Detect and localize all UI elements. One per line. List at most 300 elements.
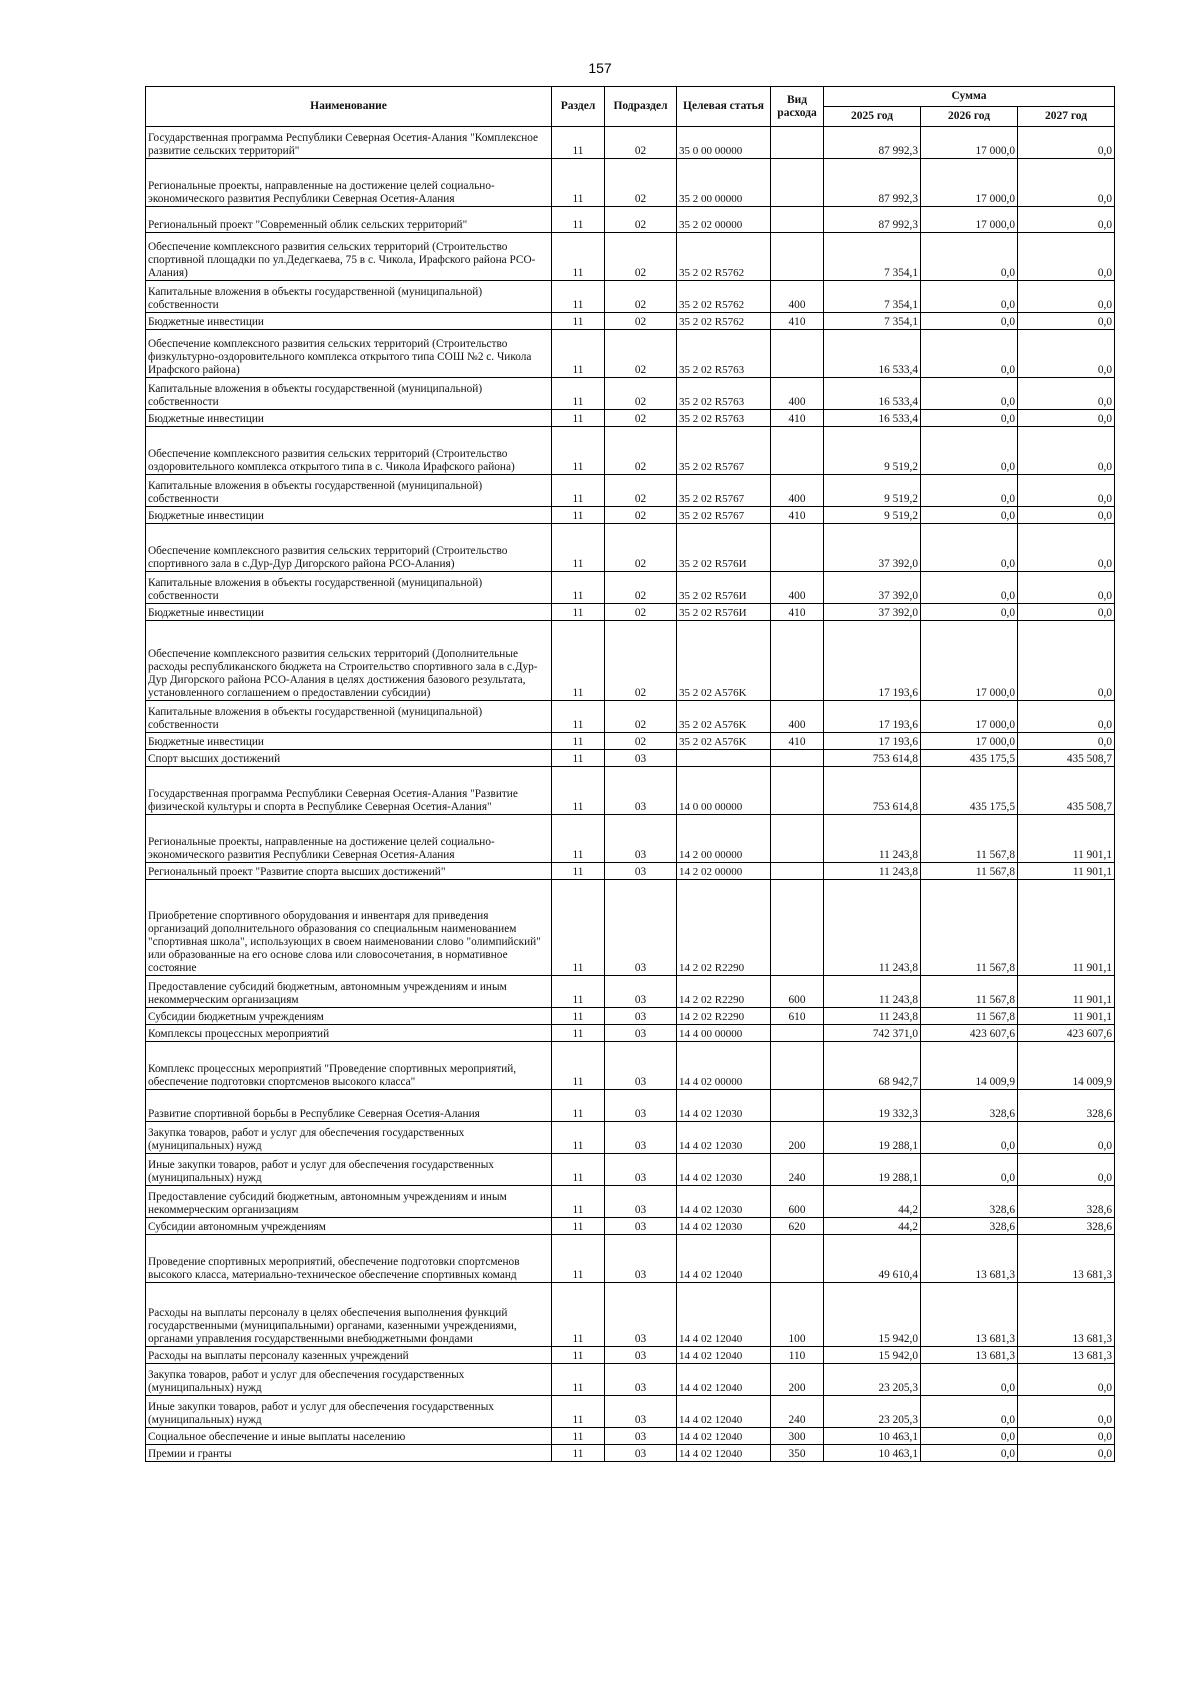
row-2026: 17 000,0 xyxy=(921,701,1018,733)
row-subsection: 02 xyxy=(605,507,677,524)
row-kind: 600 xyxy=(771,976,824,1008)
row-name: Бюджетные инвестиции xyxy=(146,410,552,427)
row-2027: 0,0 xyxy=(1018,621,1115,701)
row-target: 35 2 02 R5762 xyxy=(677,313,771,330)
row-subsection: 02 xyxy=(605,410,677,427)
row-section: 11 xyxy=(552,1154,605,1186)
header-2025: 2025 год xyxy=(824,107,921,127)
budget-table xyxy=(145,86,1115,1462)
row-name: Расходы на выплаты персоналу казенных учреждений xyxy=(146,1347,552,1364)
table-row xyxy=(146,1186,1115,1218)
header-2026: 2026 год xyxy=(921,107,1018,127)
table-row xyxy=(146,1445,1115,1462)
row-2027: 0,0 xyxy=(1018,1445,1115,1462)
row-name: Бюджетные инвестиции xyxy=(146,604,552,621)
table-row xyxy=(146,701,1115,733)
row-name: Комплекс процессных мероприятий "Проведение спортивных мероприятий, обеспечение подготовки спортсменов высокого класса" xyxy=(146,1042,552,1090)
row-name: Премии и гранты xyxy=(146,1445,552,1462)
row-subsection: 02 xyxy=(605,733,677,750)
row-target: 35 2 02 R576И xyxy=(677,604,771,621)
table-row xyxy=(146,1235,1115,1283)
row-kind: 110 xyxy=(771,1347,824,1364)
row-2025: 17 193,6 xyxy=(824,733,921,750)
row-name: Закупка товаров, работ и услуг для обеспечения государственных (муниципальных) нужд xyxy=(146,1122,552,1154)
row-subsection: 03 xyxy=(605,1428,677,1445)
row-2025: 87 992,3 xyxy=(824,127,921,159)
row-kind: 600 xyxy=(771,1186,824,1218)
row-2027: 328,6 xyxy=(1018,1090,1115,1122)
row-kind xyxy=(771,233,824,281)
row-section: 11 xyxy=(552,733,605,750)
row-2026: 13 681,3 xyxy=(921,1347,1018,1364)
row-target: 35 2 02 A576K xyxy=(677,621,771,701)
row-2025: 753 614,8 xyxy=(824,750,921,767)
row-2025: 44,2 xyxy=(824,1218,921,1235)
row-2026: 0,0 xyxy=(921,1364,1018,1396)
row-subsection: 02 xyxy=(605,127,677,159)
row-2026: 0,0 xyxy=(921,330,1018,378)
row-2025: 10 463,1 xyxy=(824,1428,921,1445)
row-section: 11 xyxy=(552,621,605,701)
row-2026: 0,0 xyxy=(921,1122,1018,1154)
table-row xyxy=(146,1008,1115,1025)
row-target: 35 2 02 R5763 xyxy=(677,378,771,410)
header-target: Целевая статья xyxy=(677,87,771,127)
row-section: 11 xyxy=(552,1428,605,1445)
row-target: 14 4 02 12040 xyxy=(677,1347,771,1364)
row-name: Обеспечение комплексного развития сельских территорий (Строительство физкультурно-оздоровительного комплекса открытого типа СОШ №2 с. Чикола Ирафского района) xyxy=(146,330,552,378)
row-kind: 400 xyxy=(771,572,824,604)
row-target: 35 2 02 R5762 xyxy=(677,233,771,281)
row-2025: 11 243,8 xyxy=(824,815,921,863)
table-row xyxy=(146,281,1115,313)
row-section: 11 xyxy=(552,524,605,572)
row-section: 11 xyxy=(552,1008,605,1025)
row-subsection: 03 xyxy=(605,767,677,815)
row-2026: 17 000,0 xyxy=(921,207,1018,233)
row-section: 11 xyxy=(552,750,605,767)
row-name: Развитие спортивной борьбы в Республике Северная Осетия-Алания xyxy=(146,1090,552,1122)
row-2025: 11 243,8 xyxy=(824,863,921,880)
row-name: Государственная программа Республики Северная Осетия-Алания "Комплексное развитие сельских территорий" xyxy=(146,127,552,159)
row-name: Бюджетные инвестиции xyxy=(146,733,552,750)
row-2025: 15 942,0 xyxy=(824,1283,921,1347)
row-kind xyxy=(771,863,824,880)
row-2025: 49 610,4 xyxy=(824,1235,921,1283)
table-row xyxy=(146,1218,1115,1235)
row-2025: 11 243,8 xyxy=(824,976,921,1008)
row-target: 14 2 00 00000 xyxy=(677,815,771,863)
row-name: Закупка товаров, работ и услуг для обеспечения государственных (муниципальных) нужд xyxy=(146,1364,552,1396)
row-2027: 0,0 xyxy=(1018,524,1115,572)
row-2027: 0,0 xyxy=(1018,733,1115,750)
row-2025: 7 354,1 xyxy=(824,313,921,330)
row-name: Комплексы процессных мероприятий xyxy=(146,1025,552,1042)
row-kind xyxy=(771,159,824,207)
row-section: 11 xyxy=(552,815,605,863)
row-2026: 0,0 xyxy=(921,475,1018,507)
row-section: 11 xyxy=(552,1445,605,1462)
row-2025: 9 519,2 xyxy=(824,427,921,475)
row-name: Региональный проект "Развитие спорта высших достижений" xyxy=(146,863,552,880)
row-2026: 0,0 xyxy=(921,233,1018,281)
row-2027: 0,0 xyxy=(1018,475,1115,507)
row-section: 11 xyxy=(552,427,605,475)
row-target: 35 2 02 R5767 xyxy=(677,475,771,507)
table-row xyxy=(146,1042,1115,1090)
row-2025: 10 463,1 xyxy=(824,1445,921,1462)
row-2025: 19 332,3 xyxy=(824,1090,921,1122)
row-section: 11 xyxy=(552,127,605,159)
row-section: 11 xyxy=(552,1025,605,1042)
row-target: 14 4 02 12030 xyxy=(677,1122,771,1154)
row-name: Предоставление субсидий бюджетным, автономным учреждениям и иным некоммерческим организациям xyxy=(146,1186,552,1218)
row-target: 14 4 02 12030 xyxy=(677,1186,771,1218)
row-2027: 13 681,3 xyxy=(1018,1347,1115,1364)
row-subsection: 03 xyxy=(605,1025,677,1042)
row-2027: 0,0 xyxy=(1018,313,1115,330)
row-section: 11 xyxy=(552,281,605,313)
row-2027: 0,0 xyxy=(1018,1364,1115,1396)
row-target: 35 2 02 A576K xyxy=(677,733,771,750)
table-row xyxy=(146,815,1115,863)
row-2025: 753 614,8 xyxy=(824,767,921,815)
row-subsection: 03 xyxy=(605,1364,677,1396)
table-row xyxy=(146,1364,1115,1396)
row-name: Региональные проекты, направленные на достижение целей социально-экономического развития Республики Северная Осетия-Алания xyxy=(146,159,552,207)
table-row xyxy=(146,410,1115,427)
row-target: 35 2 02 R5763 xyxy=(677,330,771,378)
row-2026: 11 567,8 xyxy=(921,1008,1018,1025)
table-row xyxy=(146,1396,1115,1428)
row-2027: 11 901,1 xyxy=(1018,976,1115,1008)
row-2027: 0,0 xyxy=(1018,572,1115,604)
row-subsection: 02 xyxy=(605,475,677,507)
header-kind: Вид расхода xyxy=(771,87,824,127)
row-2027: 0,0 xyxy=(1018,1154,1115,1186)
row-target: 35 2 02 R5767 xyxy=(677,507,771,524)
row-subsection: 03 xyxy=(605,1154,677,1186)
row-name: Обеспечение комплексного развития сельских территорий (Строительство спортивной площадки по ул.Дедегкаева, 75 в с. Чикола, Ирафского района РСО-Алания) xyxy=(146,233,552,281)
row-section: 11 xyxy=(552,233,605,281)
row-section: 11 xyxy=(552,1186,605,1218)
row-2027: 0,0 xyxy=(1018,281,1115,313)
row-kind: 410 xyxy=(771,313,824,330)
row-name: Бюджетные инвестиции xyxy=(146,507,552,524)
row-2026: 11 567,8 xyxy=(921,863,1018,880)
row-2025: 37 392,0 xyxy=(824,572,921,604)
row-target: 14 2 02 R2290 xyxy=(677,976,771,1008)
row-2025: 68 942,7 xyxy=(824,1042,921,1090)
row-kind: 200 xyxy=(771,1364,824,1396)
row-2026: 13 681,3 xyxy=(921,1283,1018,1347)
table-row xyxy=(146,524,1115,572)
row-2025: 87 992,3 xyxy=(824,159,921,207)
row-name: Обеспечение комплексного развития сельских территорий (Строительство оздоровительного комплекса открытого типа в с. Чикола Ирафского района) xyxy=(146,427,552,475)
row-kind: 410 xyxy=(771,733,824,750)
row-kind: 610 xyxy=(771,1008,824,1025)
table-row xyxy=(146,1347,1115,1364)
row-name: Региональный проект "Современный облик сельских территорий" xyxy=(146,207,552,233)
row-2025: 17 193,6 xyxy=(824,701,921,733)
row-2027: 0,0 xyxy=(1018,1396,1115,1428)
row-name: Субсидии бюджетным учреждениям xyxy=(146,1008,552,1025)
row-subsection: 03 xyxy=(605,1283,677,1347)
row-kind: 240 xyxy=(771,1154,824,1186)
row-2025: 16 533,4 xyxy=(824,330,921,378)
row-subsection: 02 xyxy=(605,281,677,313)
row-kind xyxy=(771,880,824,976)
row-subsection: 03 xyxy=(605,815,677,863)
table-row xyxy=(146,604,1115,621)
row-section: 11 xyxy=(552,880,605,976)
row-name: Капитальные вложения в объекты государственной (муниципальной) собственности xyxy=(146,281,552,313)
row-kind: 410 xyxy=(771,410,824,427)
row-2027: 328,6 xyxy=(1018,1218,1115,1235)
row-subsection: 03 xyxy=(605,1347,677,1364)
table-row xyxy=(146,127,1115,159)
row-kind: 240 xyxy=(771,1396,824,1428)
row-2027: 0,0 xyxy=(1018,330,1115,378)
row-2026: 0,0 xyxy=(921,1154,1018,1186)
row-2025: 16 533,4 xyxy=(824,410,921,427)
header-section: Раздел xyxy=(552,87,605,127)
row-target: 35 2 02 R5762 xyxy=(677,281,771,313)
row-name: Государственная программа Республики Северная Осетия-Алания "Развитие физической культуры и спорта в Республике Северная Осетия-Алания" xyxy=(146,767,552,815)
row-2027: 0,0 xyxy=(1018,701,1115,733)
row-2025: 7 354,1 xyxy=(824,233,921,281)
row-target: 35 2 02 A576K xyxy=(677,701,771,733)
row-subsection: 03 xyxy=(605,1396,677,1428)
row-name: Спорт высших достижений xyxy=(146,750,552,767)
row-2025: 37 392,0 xyxy=(824,604,921,621)
row-subsection: 03 xyxy=(605,1090,677,1122)
row-subsection: 03 xyxy=(605,880,677,976)
row-subsection: 03 xyxy=(605,1218,677,1235)
row-section: 11 xyxy=(552,507,605,524)
row-kind: 620 xyxy=(771,1218,824,1235)
row-name: Капитальные вложения в объекты государственной (муниципальной) собственности xyxy=(146,378,552,410)
row-2027: 11 901,1 xyxy=(1018,880,1115,976)
row-section: 11 xyxy=(552,1347,605,1364)
row-section: 11 xyxy=(552,1218,605,1235)
table-header xyxy=(146,87,1115,127)
row-2025: 37 392,0 xyxy=(824,524,921,572)
row-name: Бюджетные инвестиции xyxy=(146,313,552,330)
row-target xyxy=(677,750,771,767)
row-2027: 14 009,9 xyxy=(1018,1042,1115,1090)
row-section: 11 xyxy=(552,378,605,410)
table-row xyxy=(146,207,1115,233)
table-row xyxy=(146,159,1115,207)
row-target: 35 2 02 R5763 xyxy=(677,410,771,427)
row-2027: 0,0 xyxy=(1018,604,1115,621)
row-subsection: 03 xyxy=(605,863,677,880)
table-row xyxy=(146,750,1115,767)
row-subsection: 02 xyxy=(605,524,677,572)
row-2027: 328,6 xyxy=(1018,1186,1115,1218)
header-sum: Сумма xyxy=(824,87,1115,107)
row-section: 11 xyxy=(552,1042,605,1090)
row-target: 14 2 02 R2290 xyxy=(677,1008,771,1025)
row-target: 14 4 02 12030 xyxy=(677,1154,771,1186)
row-kind xyxy=(771,1090,824,1122)
row-section: 11 xyxy=(552,572,605,604)
row-2027: 0,0 xyxy=(1018,507,1115,524)
row-2026: 11 567,8 xyxy=(921,815,1018,863)
row-kind xyxy=(771,815,824,863)
row-2027: 423 607,6 xyxy=(1018,1025,1115,1042)
row-2027: 11 901,1 xyxy=(1018,815,1115,863)
row-2026: 328,6 xyxy=(921,1218,1018,1235)
row-name: Обеспечение комплексного развития сельских территорий (Строительство спортивного зала в с.Дур-Дур Дигорского района РСО-Алания) xyxy=(146,524,552,572)
row-2026: 17 000,0 xyxy=(921,733,1018,750)
table-row xyxy=(146,1283,1115,1347)
row-kind xyxy=(771,427,824,475)
row-2026: 13 681,3 xyxy=(921,1235,1018,1283)
row-2025: 11 243,8 xyxy=(824,880,921,976)
row-2026: 0,0 xyxy=(921,313,1018,330)
row-section: 11 xyxy=(552,767,605,815)
row-subsection: 02 xyxy=(605,572,677,604)
row-2026: 14 009,9 xyxy=(921,1042,1018,1090)
row-2025: 19 288,1 xyxy=(824,1154,921,1186)
row-subsection: 03 xyxy=(605,1186,677,1218)
row-2025: 44,2 xyxy=(824,1186,921,1218)
row-2026: 0,0 xyxy=(921,1428,1018,1445)
row-kind xyxy=(771,330,824,378)
row-kind xyxy=(771,127,824,159)
table-row xyxy=(146,863,1115,880)
row-target: 14 4 02 12040 xyxy=(677,1396,771,1428)
row-2026: 0,0 xyxy=(921,1396,1018,1428)
row-2025: 11 243,8 xyxy=(824,1008,921,1025)
row-2025: 23 205,3 xyxy=(824,1364,921,1396)
row-kind xyxy=(771,1025,824,1042)
row-target: 14 4 02 12040 xyxy=(677,1445,771,1462)
row-section: 11 xyxy=(552,1235,605,1283)
row-target: 35 2 02 R5767 xyxy=(677,427,771,475)
page-number: 157 xyxy=(588,60,612,76)
row-kind xyxy=(771,767,824,815)
row-section: 11 xyxy=(552,475,605,507)
row-subsection: 03 xyxy=(605,1445,677,1462)
row-2026: 0,0 xyxy=(921,410,1018,427)
table-row xyxy=(146,475,1115,507)
row-kind xyxy=(771,1235,824,1283)
row-subsection: 03 xyxy=(605,976,677,1008)
row-name: Иные закупки товаров, работ и услуг для обеспечения государственных (муниципальных) нужд xyxy=(146,1396,552,1428)
row-target: 14 4 02 12040 xyxy=(677,1428,771,1445)
row-2026: 0,0 xyxy=(921,378,1018,410)
table-row xyxy=(146,733,1115,750)
row-subsection: 02 xyxy=(605,427,677,475)
row-kind: 400 xyxy=(771,475,824,507)
row-2027: 0,0 xyxy=(1018,233,1115,281)
row-section: 11 xyxy=(552,701,605,733)
table-row xyxy=(146,507,1115,524)
row-subsection: 02 xyxy=(605,313,677,330)
row-target: 14 4 00 00000 xyxy=(677,1025,771,1042)
table-row xyxy=(146,1025,1115,1042)
row-target: 35 2 00 00000 xyxy=(677,159,771,207)
row-section: 11 xyxy=(552,313,605,330)
table-row xyxy=(146,621,1115,701)
row-subsection: 02 xyxy=(605,330,677,378)
header-name: Наименование xyxy=(146,87,552,127)
row-kind: 410 xyxy=(771,507,824,524)
row-2027: 11 901,1 xyxy=(1018,863,1115,880)
table-row xyxy=(146,572,1115,604)
row-name: Капитальные вложения в объекты государственной (муниципальной) собственности xyxy=(146,701,552,733)
row-2026: 0,0 xyxy=(921,507,1018,524)
row-target: 14 4 02 00000 xyxy=(677,1042,771,1090)
row-name: Предоставление субсидий бюджетным, автономным учреждениям и иным некоммерческим организациям xyxy=(146,976,552,1008)
row-section: 11 xyxy=(552,410,605,427)
row-target: 14 0 00 00000 xyxy=(677,767,771,815)
row-2027: 0,0 xyxy=(1018,427,1115,475)
row-kind: 200 xyxy=(771,1122,824,1154)
row-subsection: 02 xyxy=(605,159,677,207)
row-target: 14 2 02 R2290 xyxy=(677,880,771,976)
row-target: 35 2 02 R576И xyxy=(677,524,771,572)
row-section: 11 xyxy=(552,1364,605,1396)
row-2025: 87 992,3 xyxy=(824,207,921,233)
row-name: Иные закупки товаров, работ и услуг для обеспечения государственных (муниципальных) нужд xyxy=(146,1154,552,1186)
row-subsection: 03 xyxy=(605,1122,677,1154)
row-kind: 400 xyxy=(771,701,824,733)
row-2026: 17 000,0 xyxy=(921,127,1018,159)
row-section: 11 xyxy=(552,207,605,233)
row-subsection: 02 xyxy=(605,207,677,233)
row-2025: 17 193,6 xyxy=(824,621,921,701)
row-target: 35 2 02 00000 xyxy=(677,207,771,233)
row-kind: 410 xyxy=(771,604,824,621)
row-name: Приобретение спортивного оборудования и инвентаря для приведения организаций дополнительного образования со специальным наименованием "спортивная школа", использующих в своем наименовании слово "олимпийский" или образованные на его основе слова или словосочетания, в нормативное состояние xyxy=(146,880,552,976)
row-2027: 0,0 xyxy=(1018,1428,1115,1445)
row-2026: 0,0 xyxy=(921,524,1018,572)
row-2027: 0,0 xyxy=(1018,410,1115,427)
row-subsection: 02 xyxy=(605,378,677,410)
row-section: 11 xyxy=(552,330,605,378)
row-2025: 16 533,4 xyxy=(824,378,921,410)
row-2027: 0,0 xyxy=(1018,207,1115,233)
row-2027: 13 681,3 xyxy=(1018,1235,1115,1283)
row-target: 14 4 02 12040 xyxy=(677,1235,771,1283)
row-subsection: 02 xyxy=(605,701,677,733)
row-kind xyxy=(771,524,824,572)
row-2025: 7 354,1 xyxy=(824,281,921,313)
row-target: 14 4 02 12030 xyxy=(677,1090,771,1122)
row-kind: 300 xyxy=(771,1428,824,1445)
row-subsection: 03 xyxy=(605,1042,677,1090)
row-2027: 11 901,1 xyxy=(1018,1008,1115,1025)
header-2027: 2027 год xyxy=(1018,107,1115,127)
row-2026: 17 000,0 xyxy=(921,159,1018,207)
table-row xyxy=(146,313,1115,330)
row-2027: 0,0 xyxy=(1018,127,1115,159)
row-name: Субсидии автономным учреждениям xyxy=(146,1218,552,1235)
row-name: Капитальные вложения в объекты государственной (муниципальной) собственности xyxy=(146,475,552,507)
row-target: 14 4 02 12040 xyxy=(677,1364,771,1396)
row-target: 35 2 02 R576И xyxy=(677,572,771,604)
table-row xyxy=(146,1090,1115,1122)
header-subsection: Подраздел xyxy=(605,87,677,127)
row-name: Социальное обеспечение и иные выплаты населению xyxy=(146,1428,552,1445)
row-2026: 0,0 xyxy=(921,604,1018,621)
row-2027: 0,0 xyxy=(1018,159,1115,207)
row-name: Региональные проекты, направленные на достижение целей социально-экономического развития Республики Северная Осетия-Алания xyxy=(146,815,552,863)
